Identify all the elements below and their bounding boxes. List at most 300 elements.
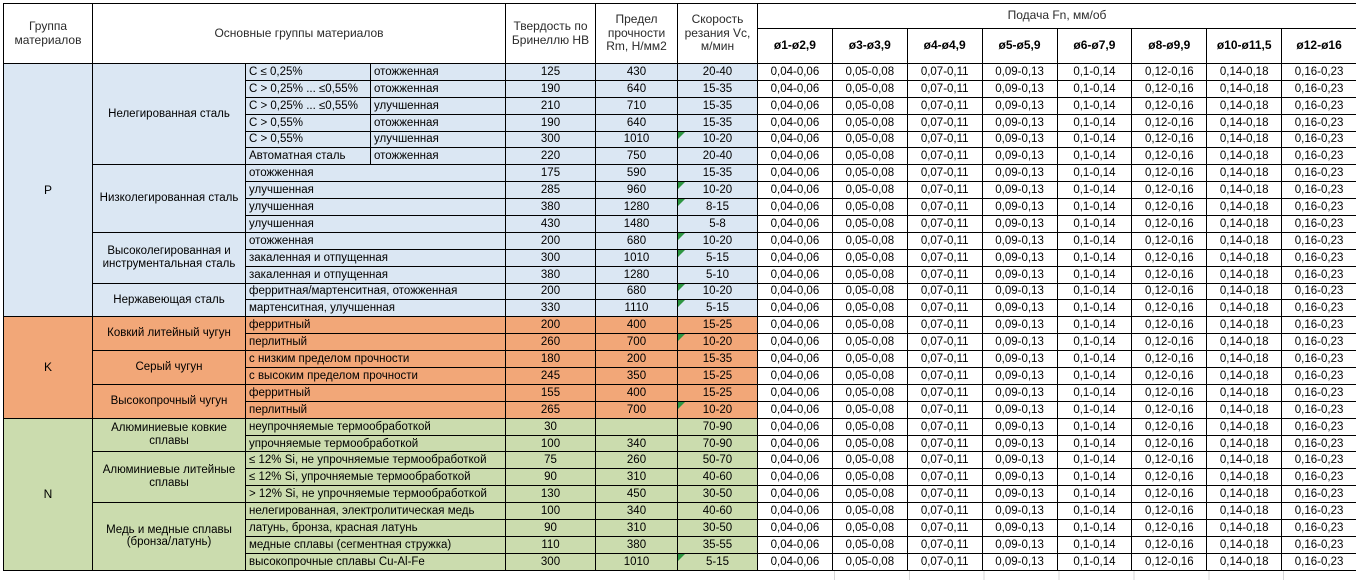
feed-cell: 0,07-0,11 bbox=[907, 503, 982, 520]
hb-cell: 100 bbox=[506, 435, 596, 452]
rm-cell: 350 bbox=[596, 368, 678, 385]
table-row bbox=[4, 232, 1356, 249]
table-row bbox=[4, 418, 1356, 435]
vc-cell: 8-15 bbox=[678, 199, 758, 216]
feed-cell: 0,04-0,06 bbox=[758, 64, 833, 81]
material-desc-cell: высокопрочные сплавы Cu-Al-Fe bbox=[246, 553, 506, 570]
feed-cell: 0,07-0,11 bbox=[907, 435, 982, 452]
rm-cell: 700 bbox=[596, 334, 678, 351]
rm-cell: 400 bbox=[596, 317, 678, 334]
material-desc-cell: улучшенная bbox=[246, 216, 506, 233]
feed-cell: 0,16-0,23 bbox=[1282, 351, 1356, 368]
spec-cell: Автоматная сталь bbox=[246, 148, 371, 165]
family-cell: Нелегированная сталь bbox=[93, 64, 246, 165]
feed-cell: 0,1-0,14 bbox=[1057, 199, 1132, 216]
feed-cell: 0,16-0,23 bbox=[1282, 384, 1356, 401]
feed-cell: 0,07-0,11 bbox=[907, 469, 982, 486]
hb-cell: 90 bbox=[506, 469, 596, 486]
vc-cell: 5-15 bbox=[678, 249, 758, 266]
vc-cell: 15-35 bbox=[678, 114, 758, 131]
feed-cell: 0,07-0,11 bbox=[907, 334, 982, 351]
feed-cell: 0,16-0,23 bbox=[1282, 131, 1356, 148]
feed-cell: 0,14-0,18 bbox=[1207, 97, 1282, 114]
vc-cell: 5-10 bbox=[678, 266, 758, 283]
feed-cell: 0,04-0,06 bbox=[758, 503, 833, 520]
feed-cell: 0,09-0,13 bbox=[982, 520, 1057, 537]
hb-cell: 110 bbox=[506, 536, 596, 553]
hb-cell: 260 bbox=[506, 334, 596, 351]
header-diameter-range: ø4-ø4,9 bbox=[907, 29, 982, 64]
feed-cell: 0,04-0,06 bbox=[758, 520, 833, 537]
feed-cell: 0,04-0,06 bbox=[758, 401, 833, 418]
feed-cell: 0,16-0,23 bbox=[1282, 452, 1356, 469]
vc-cell: 10-20 bbox=[678, 232, 758, 249]
material-desc-cell: отожженная bbox=[246, 232, 506, 249]
feed-cell: 0,09-0,13 bbox=[982, 64, 1057, 81]
feed-cell: 0,14-0,18 bbox=[1207, 182, 1282, 199]
error-indicator-icon bbox=[678, 554, 685, 561]
vc-cell: 40-60 bbox=[678, 503, 758, 520]
rm-cell: 680 bbox=[596, 283, 678, 300]
feed-cell: 0,1-0,14 bbox=[1057, 283, 1132, 300]
feed-cell: 0,05-0,08 bbox=[832, 131, 907, 148]
feed-cell: 0,12-0,16 bbox=[1132, 232, 1207, 249]
feed-cell: 0,05-0,08 bbox=[832, 452, 907, 469]
error-indicator-icon bbox=[678, 250, 685, 257]
feed-cell: 0,09-0,13 bbox=[982, 80, 1057, 97]
feed-cell: 0,1-0,14 bbox=[1057, 486, 1132, 503]
material-desc-cell: отожженная bbox=[246, 165, 506, 182]
feed-cell: 0,12-0,16 bbox=[1132, 97, 1207, 114]
hb-cell: 330 bbox=[506, 300, 596, 317]
feed-cell: 0,12-0,16 bbox=[1132, 536, 1207, 553]
feed-cell: 0,09-0,13 bbox=[982, 97, 1057, 114]
feed-cell: 0,12-0,16 bbox=[1132, 199, 1207, 216]
feed-cell: 0,04-0,06 bbox=[758, 131, 833, 148]
vc-cell: 5-15 bbox=[678, 553, 758, 570]
feed-cell: 0,12-0,16 bbox=[1132, 249, 1207, 266]
feed-cell: 0,05-0,08 bbox=[832, 351, 907, 368]
feed-cell: 0,07-0,11 bbox=[907, 114, 982, 131]
material-desc-cell: упрочняемые термообработкой bbox=[246, 435, 506, 452]
feed-cell: 0,09-0,13 bbox=[982, 334, 1057, 351]
feed-cell: 0,12-0,16 bbox=[1132, 351, 1207, 368]
feed-cell: 0,09-0,13 bbox=[982, 435, 1057, 452]
family-cell: Высоколегированная и инструментальная сталь bbox=[93, 232, 246, 283]
feed-cell: 0,12-0,16 bbox=[1132, 452, 1207, 469]
feed-cell: 0,12-0,16 bbox=[1132, 368, 1207, 385]
feed-cell: 0,09-0,13 bbox=[982, 536, 1057, 553]
family-cell: Медь и медные сплавы (бронза/латунь) bbox=[93, 503, 246, 571]
feed-cell: 0,1-0,14 bbox=[1057, 249, 1132, 266]
feed-cell: 0,05-0,08 bbox=[832, 553, 907, 570]
family-cell: Низколегированная сталь bbox=[93, 165, 246, 233]
vc-cell: 30-50 bbox=[678, 520, 758, 537]
feed-cell: 0,04-0,06 bbox=[758, 148, 833, 165]
feed-cell: 0,04-0,06 bbox=[758, 469, 833, 486]
hb-cell: 300 bbox=[506, 553, 596, 570]
state-cell: улучшенная bbox=[371, 97, 506, 114]
feed-cell: 0,14-0,18 bbox=[1207, 503, 1282, 520]
feed-cell: 0,14-0,18 bbox=[1207, 80, 1282, 97]
table-row bbox=[4, 283, 1356, 300]
hb-cell: 125 bbox=[506, 64, 596, 81]
feed-cell: 0,16-0,23 bbox=[1282, 114, 1356, 131]
feed-cell: 0,16-0,23 bbox=[1282, 520, 1356, 537]
vc-cell: 10-20 bbox=[678, 401, 758, 418]
rm-cell: 200 bbox=[596, 351, 678, 368]
feed-cell: 0,04-0,06 bbox=[758, 182, 833, 199]
feed-cell: 0,05-0,08 bbox=[832, 216, 907, 233]
feed-cell: 0,04-0,06 bbox=[758, 114, 833, 131]
material-desc-cell: ≤ 12% Si, не упрочняемые термообработкой bbox=[246, 452, 506, 469]
material-desc-cell: нелегированная, электролитическая медь bbox=[246, 503, 506, 520]
spec-cell: C > 0,25% ... ≤0,55% bbox=[246, 80, 371, 97]
feed-cell: 0,16-0,23 bbox=[1282, 300, 1356, 317]
rm-cell: 750 bbox=[596, 148, 678, 165]
error-indicator-icon bbox=[678, 132, 685, 139]
feed-cell: 0,1-0,14 bbox=[1057, 114, 1132, 131]
feed-cell: 0,05-0,08 bbox=[832, 232, 907, 249]
feed-cell: 0,07-0,11 bbox=[907, 216, 982, 233]
feed-cell: 0,14-0,18 bbox=[1207, 114, 1282, 131]
feed-cell: 0,14-0,18 bbox=[1207, 64, 1282, 81]
feed-cell: 0,07-0,11 bbox=[907, 520, 982, 537]
feed-cell: 0,16-0,23 bbox=[1282, 199, 1356, 216]
feed-cell: 0,04-0,06 bbox=[758, 553, 833, 570]
feed-cell: 0,12-0,16 bbox=[1132, 283, 1207, 300]
feed-cell: 0,1-0,14 bbox=[1057, 469, 1132, 486]
header-material-group: Группа материалов bbox=[4, 4, 93, 64]
hb-cell: 380 bbox=[506, 199, 596, 216]
feed-cell: 0,04-0,06 bbox=[758, 266, 833, 283]
error-indicator-icon bbox=[678, 402, 685, 409]
material-desc-cell: закаленная и отпущенная bbox=[246, 249, 506, 266]
feed-cell: 0,14-0,18 bbox=[1207, 486, 1282, 503]
feed-cell: 0,14-0,18 bbox=[1207, 199, 1282, 216]
rm-cell: 1110 bbox=[596, 300, 678, 317]
hb-cell: 245 bbox=[506, 368, 596, 385]
feed-cell: 0,07-0,11 bbox=[907, 131, 982, 148]
feed-cell: 0,05-0,08 bbox=[832, 64, 907, 81]
vc-cell: 10-20 bbox=[678, 283, 758, 300]
hb-cell: 200 bbox=[506, 317, 596, 334]
feed-cell: 0,04-0,06 bbox=[758, 368, 833, 385]
feed-cell: 0,09-0,13 bbox=[982, 401, 1057, 418]
hb-cell: 200 bbox=[506, 283, 596, 300]
feed-cell: 0,1-0,14 bbox=[1057, 232, 1132, 249]
rm-cell: 450 bbox=[596, 486, 678, 503]
feed-cell: 0,14-0,18 bbox=[1207, 216, 1282, 233]
vc-cell: 10-20 bbox=[678, 334, 758, 351]
vc-cell: 70-90 bbox=[678, 435, 758, 452]
feed-cell: 0,09-0,13 bbox=[982, 503, 1057, 520]
feed-cell: 0,14-0,18 bbox=[1207, 384, 1282, 401]
header-main-material-groups: Основные группы материалов bbox=[93, 4, 506, 64]
feed-cell: 0,12-0,16 bbox=[1132, 165, 1207, 182]
feed-cell: 0,1-0,14 bbox=[1057, 182, 1132, 199]
rm-cell: 590 bbox=[596, 165, 678, 182]
table-row bbox=[4, 64, 1356, 81]
material-desc-cell: ферритная/мартенситная, отожженная bbox=[246, 283, 506, 300]
vc-cell: 50-70 bbox=[678, 452, 758, 469]
header-diameter-range: ø5-ø5,9 bbox=[982, 29, 1057, 64]
feed-cell: 0,1-0,14 bbox=[1057, 334, 1132, 351]
vc-cell: 15-35 bbox=[678, 80, 758, 97]
vc-cell: 20-40 bbox=[678, 148, 758, 165]
feed-cell: 0,14-0,18 bbox=[1207, 334, 1282, 351]
feed-cell: 0,12-0,16 bbox=[1132, 131, 1207, 148]
rm-cell: 380 bbox=[596, 536, 678, 553]
feed-cell: 0,09-0,13 bbox=[982, 182, 1057, 199]
rm-cell: 400 bbox=[596, 384, 678, 401]
feed-cell: 0,16-0,23 bbox=[1282, 97, 1356, 114]
feed-cell: 0,05-0,08 bbox=[832, 435, 907, 452]
feed-cell: 0,05-0,08 bbox=[832, 97, 907, 114]
feed-cell: 0,04-0,06 bbox=[758, 486, 833, 503]
table-row bbox=[4, 503, 1356, 520]
rm-cell: 310 bbox=[596, 469, 678, 486]
material-desc-cell: ферритный bbox=[246, 317, 506, 334]
feed-cell: 0,09-0,13 bbox=[982, 351, 1057, 368]
feed-cell: 0,1-0,14 bbox=[1057, 368, 1132, 385]
feed-cell: 0,1-0,14 bbox=[1057, 300, 1132, 317]
feed-cell: 0,14-0,18 bbox=[1207, 148, 1282, 165]
feed-cell: 0,07-0,11 bbox=[907, 249, 982, 266]
material-desc-cell: с низким пределом прочности bbox=[246, 351, 506, 368]
feed-cell: 0,14-0,18 bbox=[1207, 469, 1282, 486]
feed-cell: 0,09-0,13 bbox=[982, 368, 1057, 385]
error-indicator-icon bbox=[678, 199, 685, 206]
group-cell: K bbox=[4, 317, 93, 418]
vc-cell: 5-8 bbox=[678, 216, 758, 233]
feed-cell: 0,1-0,14 bbox=[1057, 401, 1132, 418]
feed-cell: 0,14-0,18 bbox=[1207, 536, 1282, 553]
feed-cell: 0,16-0,23 bbox=[1282, 283, 1356, 300]
feed-cell: 0,16-0,23 bbox=[1282, 182, 1356, 199]
spec-cell: C ≤ 0,25% bbox=[246, 64, 371, 81]
feed-cell: 0,16-0,23 bbox=[1282, 368, 1356, 385]
error-indicator-icon bbox=[678, 300, 685, 307]
feed-cell: 0,16-0,23 bbox=[1282, 553, 1356, 570]
feed-cell: 0,04-0,06 bbox=[758, 232, 833, 249]
hb-cell: 220 bbox=[506, 148, 596, 165]
feed-cell: 0,09-0,13 bbox=[982, 384, 1057, 401]
feed-cell: 0,09-0,13 bbox=[982, 452, 1057, 469]
feed-cell: 0,16-0,23 bbox=[1282, 503, 1356, 520]
feed-cell: 0,05-0,08 bbox=[832, 80, 907, 97]
feed-cell: 0,07-0,11 bbox=[907, 401, 982, 418]
feed-cell: 0,05-0,08 bbox=[832, 503, 907, 520]
feed-cell: 0,16-0,23 bbox=[1282, 64, 1356, 81]
header-diameter-range: ø8-ø9,9 bbox=[1132, 29, 1207, 64]
table-header bbox=[4, 4, 1356, 64]
feed-cell: 0,07-0,11 bbox=[907, 486, 982, 503]
feed-cell: 0,1-0,14 bbox=[1057, 64, 1132, 81]
rm-cell: 640 bbox=[596, 80, 678, 97]
feed-cell: 0,14-0,18 bbox=[1207, 300, 1282, 317]
rm-cell: 640 bbox=[596, 114, 678, 131]
rm-cell: 680 bbox=[596, 232, 678, 249]
header-diameter-range: ø10-ø11,5 bbox=[1207, 29, 1282, 64]
group-cell: N bbox=[4, 418, 93, 570]
state-cell: отожженная bbox=[371, 148, 506, 165]
feed-cell: 0,05-0,08 bbox=[832, 384, 907, 401]
feed-cell: 0,04-0,06 bbox=[758, 351, 833, 368]
feed-cell: 0,12-0,16 bbox=[1132, 384, 1207, 401]
feed-cell: 0,16-0,23 bbox=[1282, 148, 1356, 165]
feed-cell: 0,16-0,23 bbox=[1282, 266, 1356, 283]
feed-cell: 0,07-0,11 bbox=[907, 553, 982, 570]
feed-cell: 0,09-0,13 bbox=[982, 165, 1057, 182]
table-row bbox=[4, 351, 1356, 368]
feed-cell: 0,16-0,23 bbox=[1282, 216, 1356, 233]
hb-cell: 75 bbox=[506, 452, 596, 469]
feed-cell: 0,14-0,18 bbox=[1207, 283, 1282, 300]
feed-cell: 0,09-0,13 bbox=[982, 283, 1057, 300]
feed-cell: 0,16-0,23 bbox=[1282, 80, 1356, 97]
feed-cell: 0,12-0,16 bbox=[1132, 64, 1207, 81]
feed-cell: 0,09-0,13 bbox=[982, 553, 1057, 570]
feed-cell: 0,05-0,08 bbox=[832, 520, 907, 537]
gridline-stubs bbox=[760, 571, 1356, 580]
feed-cell: 0,05-0,08 bbox=[832, 266, 907, 283]
feed-cell: 0,07-0,11 bbox=[907, 97, 982, 114]
feed-cell: 0,07-0,11 bbox=[907, 232, 982, 249]
feed-cell: 0,12-0,16 bbox=[1132, 401, 1207, 418]
feed-cell: 0,07-0,11 bbox=[907, 536, 982, 553]
material-desc-cell: закаленная и отпущенная bbox=[246, 266, 506, 283]
table-body bbox=[4, 64, 1356, 571]
feed-cell: 0,07-0,11 bbox=[907, 452, 982, 469]
vc-cell: 15-25 bbox=[678, 384, 758, 401]
vc-cell: 15-35 bbox=[678, 165, 758, 182]
feed-cell: 0,05-0,08 bbox=[832, 486, 907, 503]
spec-cell: C > 0,55% bbox=[246, 131, 371, 148]
feed-cell: 0,1-0,14 bbox=[1057, 435, 1132, 452]
feed-cell: 0,16-0,23 bbox=[1282, 249, 1356, 266]
feed-cell: 0,1-0,14 bbox=[1057, 384, 1132, 401]
feed-cell: 0,09-0,13 bbox=[982, 232, 1057, 249]
feed-cell: 0,05-0,08 bbox=[832, 165, 907, 182]
table-row bbox=[4, 452, 1356, 469]
feed-cell: 0,16-0,23 bbox=[1282, 401, 1356, 418]
sheet-gridlines bbox=[3, 571, 1356, 580]
feed-cell: 0,14-0,18 bbox=[1207, 435, 1282, 452]
feed-cell: 0,07-0,11 bbox=[907, 300, 982, 317]
vc-cell: 15-25 bbox=[678, 368, 758, 385]
rm-cell: 1280 bbox=[596, 199, 678, 216]
feed-cell: 0,14-0,18 bbox=[1207, 452, 1282, 469]
hb-cell: 30 bbox=[506, 418, 596, 435]
material-desc-cell: латунь, бронза, красная латунь bbox=[246, 520, 506, 537]
feed-cell: 0,12-0,16 bbox=[1132, 486, 1207, 503]
feed-cell: 0,12-0,16 bbox=[1132, 435, 1207, 452]
feed-cell: 0,04-0,06 bbox=[758, 249, 833, 266]
feed-cell: 0,1-0,14 bbox=[1057, 80, 1132, 97]
material-desc-cell: ферритный bbox=[246, 384, 506, 401]
feed-cell: 0,16-0,23 bbox=[1282, 418, 1356, 435]
feed-cell: 0,14-0,18 bbox=[1207, 418, 1282, 435]
feed-cell: 0,1-0,14 bbox=[1057, 317, 1132, 334]
feed-cell: 0,07-0,11 bbox=[907, 384, 982, 401]
feed-cell: 0,04-0,06 bbox=[758, 334, 833, 351]
feed-cell: 0,14-0,18 bbox=[1207, 351, 1282, 368]
error-indicator-icon bbox=[678, 284, 685, 291]
header-diameter-range: ø1-ø2,9 bbox=[758, 29, 833, 64]
feed-cell: 0,1-0,14 bbox=[1057, 165, 1132, 182]
feed-cell: 0,07-0,11 bbox=[907, 80, 982, 97]
family-cell: Ковкий литейный чугун bbox=[93, 317, 246, 351]
family-cell: Высокопрочный чугун bbox=[93, 384, 246, 418]
feed-cell: 0,04-0,06 bbox=[758, 199, 833, 216]
hb-cell: 100 bbox=[506, 503, 596, 520]
feed-cell: 0,05-0,08 bbox=[832, 317, 907, 334]
feed-cell: 0,07-0,11 bbox=[907, 283, 982, 300]
feed-cell: 0,07-0,11 bbox=[907, 351, 982, 368]
feed-cell: 0,05-0,08 bbox=[832, 536, 907, 553]
hb-cell: 90 bbox=[506, 520, 596, 537]
feed-cell: 0,07-0,11 bbox=[907, 266, 982, 283]
vc-cell: 70-90 bbox=[678, 418, 758, 435]
hb-cell: 210 bbox=[506, 97, 596, 114]
header-diameter-range: ø6-ø7,9 bbox=[1057, 29, 1132, 64]
spec-cell: C > 0,55% bbox=[246, 114, 371, 131]
feed-cell: 0,14-0,18 bbox=[1207, 520, 1282, 537]
hb-cell: 300 bbox=[506, 249, 596, 266]
feed-cell: 0,05-0,08 bbox=[832, 114, 907, 131]
feed-cell: 0,12-0,16 bbox=[1132, 114, 1207, 131]
feed-cell: 0,1-0,14 bbox=[1057, 452, 1132, 469]
feed-cell: 0,16-0,23 bbox=[1282, 317, 1356, 334]
feed-cell: 0,16-0,23 bbox=[1282, 435, 1356, 452]
feed-cell: 0,04-0,06 bbox=[758, 384, 833, 401]
feed-cell: 0,05-0,08 bbox=[832, 469, 907, 486]
feed-cell: 0,09-0,13 bbox=[982, 114, 1057, 131]
feed-cell: 0,07-0,11 bbox=[907, 368, 982, 385]
vc-cell: 15-25 bbox=[678, 317, 758, 334]
hb-cell: 285 bbox=[506, 182, 596, 199]
rm-cell: 1280 bbox=[596, 266, 678, 283]
hb-cell: 380 bbox=[506, 266, 596, 283]
hb-cell: 430 bbox=[506, 216, 596, 233]
feed-cell: 0,14-0,18 bbox=[1207, 165, 1282, 182]
feed-cell: 0,12-0,16 bbox=[1132, 418, 1207, 435]
feed-cell: 0,12-0,16 bbox=[1132, 182, 1207, 199]
vc-cell: 10-20 bbox=[678, 182, 758, 199]
header-cutting-speed: Скорость резания Vc, м/мин bbox=[678, 4, 758, 64]
rm-cell: 430 bbox=[596, 64, 678, 81]
error-indicator-icon bbox=[678, 334, 685, 341]
rm-cell: 700 bbox=[596, 401, 678, 418]
feed-cell: 0,07-0,11 bbox=[907, 165, 982, 182]
feed-cell: 0,05-0,08 bbox=[832, 401, 907, 418]
feed-cell: 0,05-0,08 bbox=[832, 148, 907, 165]
feed-cell: 0,09-0,13 bbox=[982, 486, 1057, 503]
feed-cell: 0,1-0,14 bbox=[1057, 266, 1132, 283]
feed-cell: 0,09-0,13 bbox=[982, 266, 1057, 283]
state-cell: отожженная bbox=[371, 64, 506, 81]
hb-cell: 200 bbox=[506, 232, 596, 249]
feed-cell: 0,14-0,18 bbox=[1207, 553, 1282, 570]
feed-cell: 0,07-0,11 bbox=[907, 199, 982, 216]
feed-cell: 0,12-0,16 bbox=[1132, 317, 1207, 334]
feed-cell: 0,1-0,14 bbox=[1057, 148, 1132, 165]
feed-cell: 0,12-0,16 bbox=[1132, 216, 1207, 233]
material-desc-cell: неупрочняемые термообработкой bbox=[246, 418, 506, 435]
feed-cell: 0,14-0,18 bbox=[1207, 368, 1282, 385]
feed-cell: 0,16-0,23 bbox=[1282, 232, 1356, 249]
